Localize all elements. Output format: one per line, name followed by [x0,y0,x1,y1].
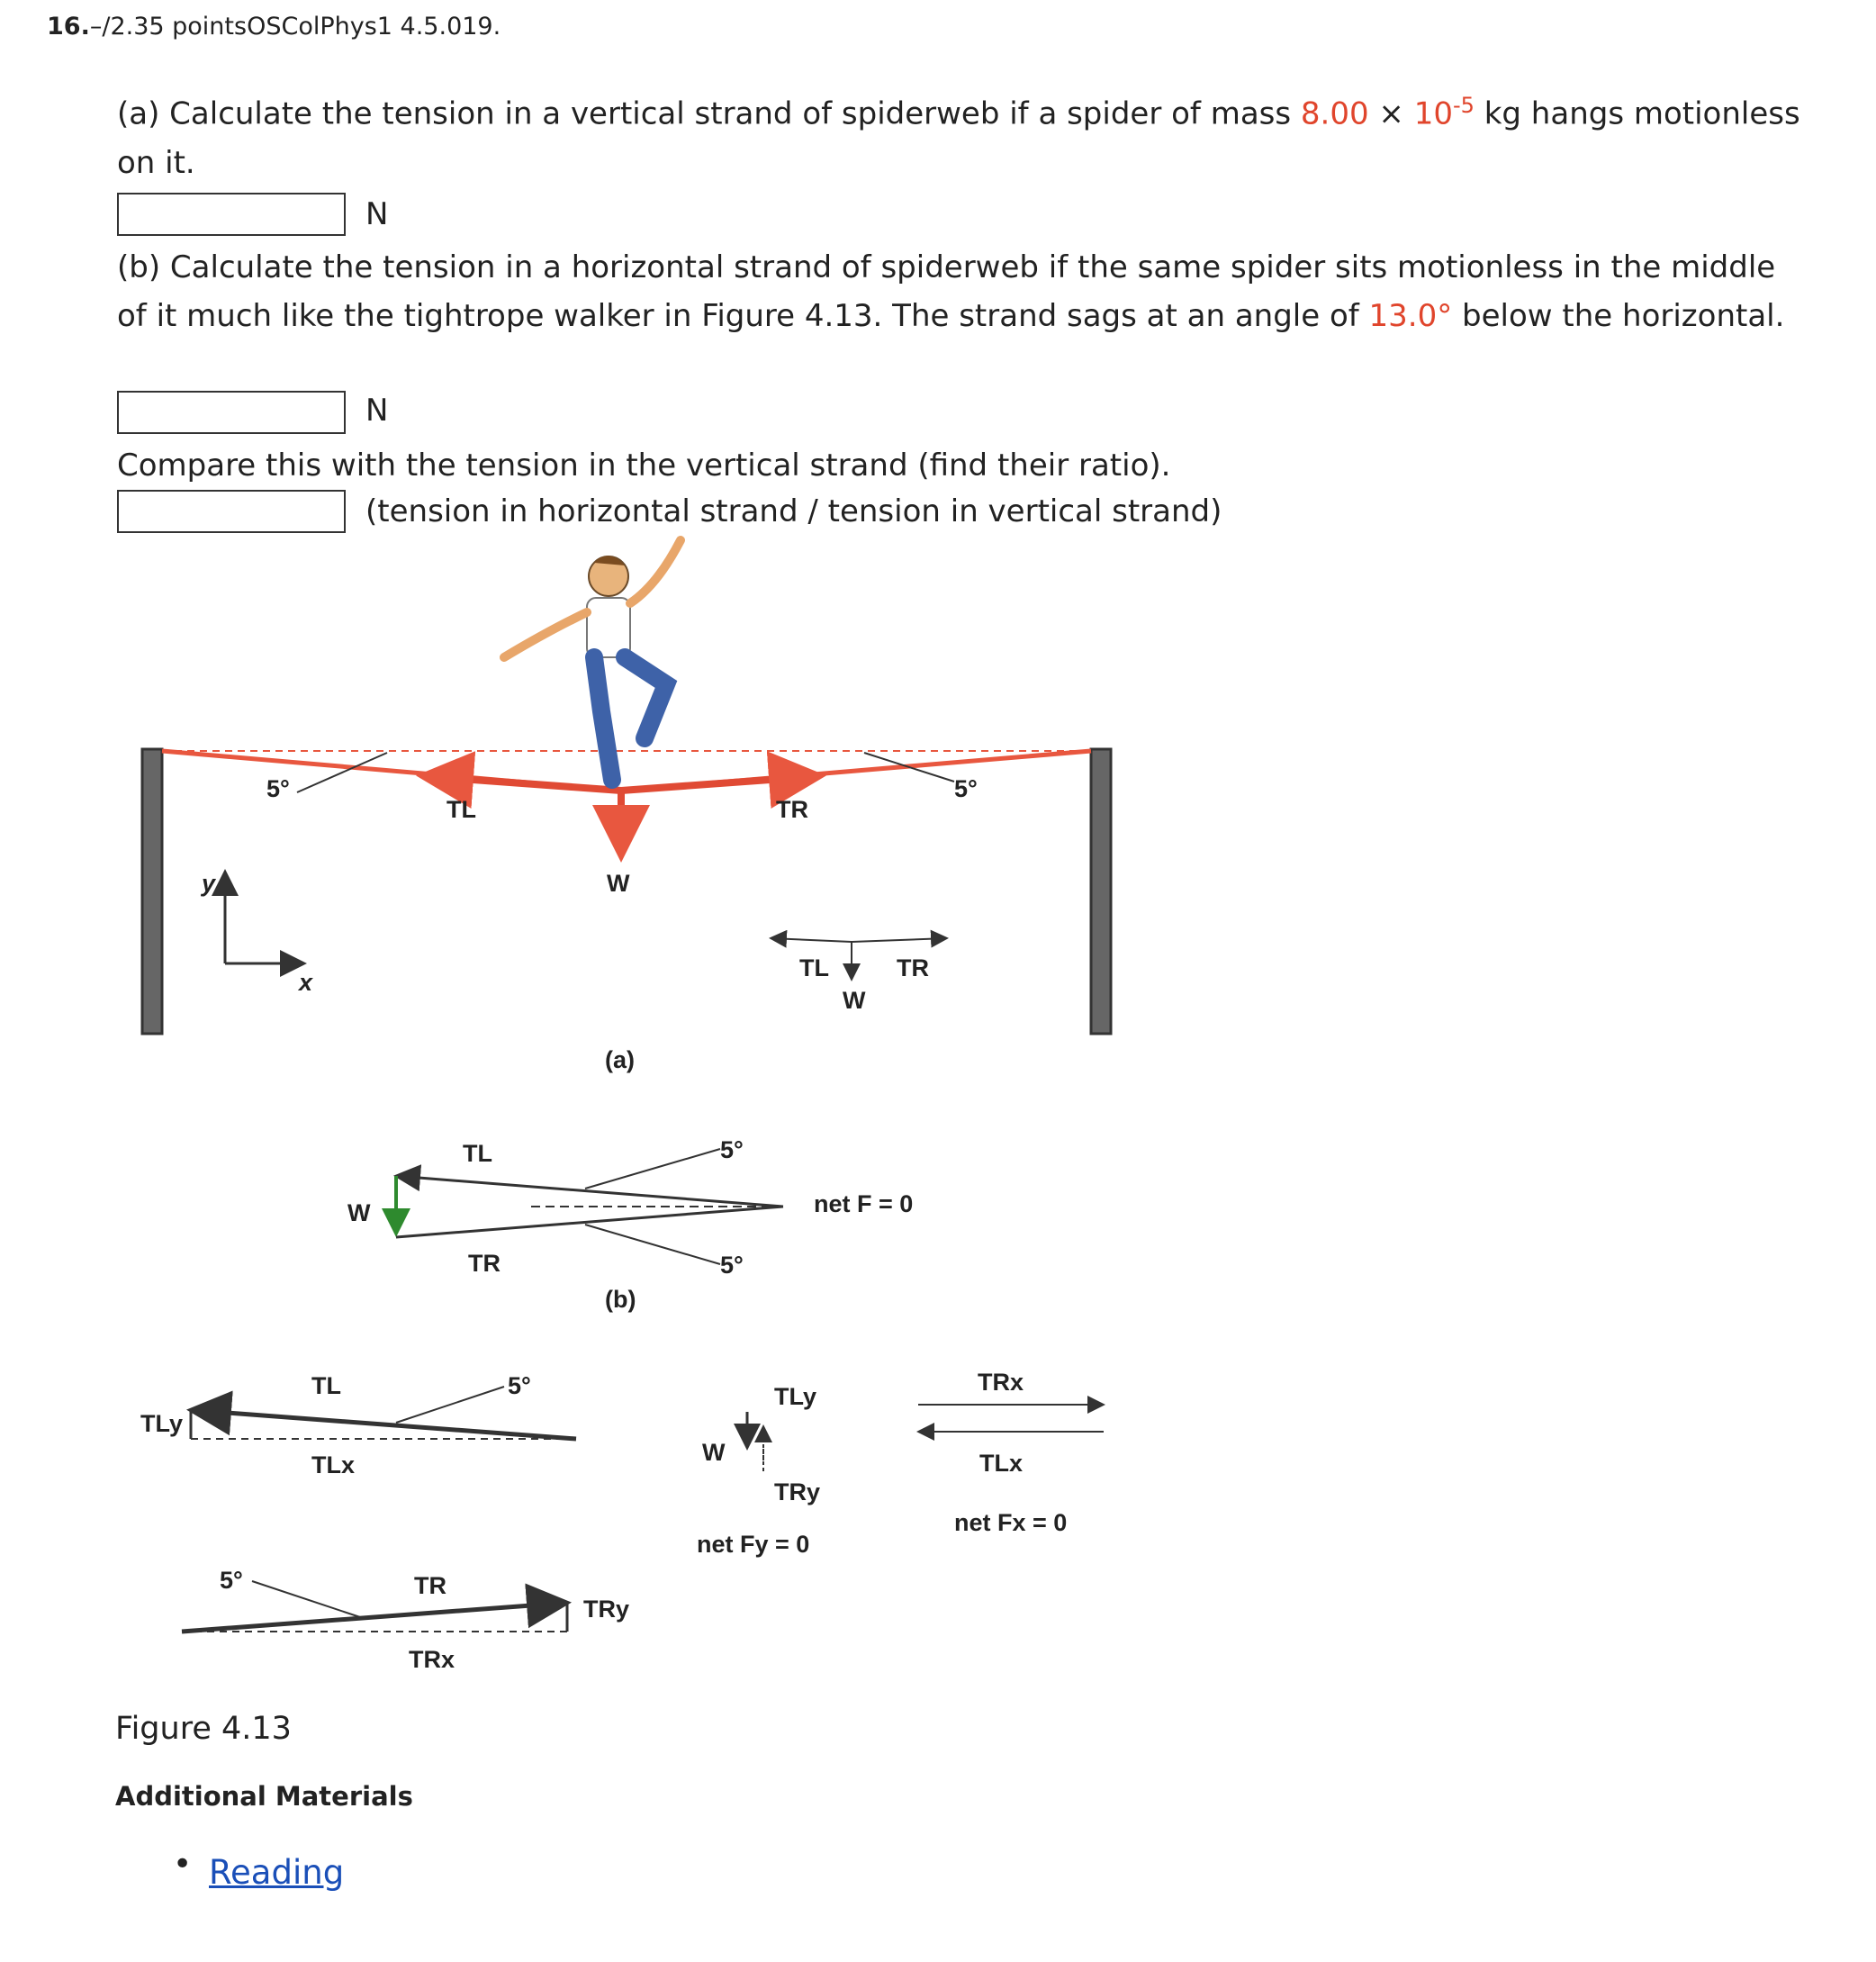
small-tl-arrow [771,938,852,942]
question-number: 16. [47,13,90,41]
triangle-angle-leader-top [585,1149,720,1189]
part-a-unit: N [365,196,389,232]
label-tr-a: TR [776,796,808,823]
label-tlx: TLx [311,1451,356,1478]
triangle-angle-leader-bottom [585,1225,720,1264]
figure-caption: Figure 4.13 [115,1711,292,1747]
label-tl-b: TL [463,1140,492,1167]
label-net-f: net F = 0 [814,1190,914,1217]
left-pole [142,749,162,1034]
right-pole [1091,749,1111,1034]
label-w-b: W [347,1199,371,1226]
mass-base: 10 [1413,95,1453,132]
label-tr-c: TR [414,1572,446,1599]
label-part-b: (b) [605,1286,636,1313]
part-b-text: (b) Calculate the tension in a horizontal strand of spiderweb if the same spider sits motionless in the middle of it much like the tightrope walker in Figure 4.13. The strand sags at an angle of [117,249,1776,335]
label-x-axis: x [299,969,313,996]
tr-component [182,1603,567,1632]
part-a-text-after: kg hangs motionless on it. [117,95,1800,181]
question-points: –/2.35 points [89,13,248,41]
label-angle-left: 5° [266,775,290,802]
part-b-unit: N [365,393,389,429]
label-tly-fy: TLy [774,1383,816,1410]
label-w-fy: W [702,1439,726,1466]
ratio-unit: (tension in horizontal strand / tension in vertical strand) [365,493,1222,529]
mass-exponent: -5 [1452,93,1475,118]
label-tlx-fx: TLx [979,1450,1024,1477]
label-y-axis: y [202,870,216,897]
label-w-small: W [843,987,866,1014]
tr-angle-leader [252,1581,360,1617]
label-try: TRy [583,1596,630,1623]
vector-triangle [396,1149,783,1264]
reading-link[interactable]: Reading [209,1853,345,1892]
label-angle-c-bottom: 5° [220,1567,243,1594]
label-tl-small: TL [799,954,829,981]
tl-component [191,1410,576,1439]
tr-arrow [621,776,819,791]
compare-prompt: Compare this with the tension in the vertical strand (find their ratio). [117,448,1171,484]
tl-angle-leader [396,1387,504,1423]
walker-figure [504,540,681,780]
label-angle-c-top: 5° [508,1372,531,1399]
label-tr-b: TR [468,1250,501,1277]
label-angle-b-bottom: 5° [720,1252,744,1279]
question-source: OSColPhys1 4.5.019. [247,13,501,41]
label-angle-right: 5° [954,775,978,802]
label-net-fy: net Fy = 0 [697,1531,810,1558]
part-a-text: (a) Calculate the tension in a vertical strand of spiderweb if a spider of mass [117,95,1301,132]
label-tl-a: TL [446,796,476,823]
label-tr-small: TR [897,954,929,981]
label-angle-b-top: 5° [720,1136,744,1163]
label-net-fx: net Fx = 0 [954,1509,1068,1536]
part-b-text-after: below the horizontal. [1452,298,1785,335]
label-tly: TLy [140,1410,183,1437]
angle-value: 13.0° [1368,298,1453,335]
triangle-tl [396,1176,783,1207]
tl-arrow [423,776,621,791]
label-trx: TRx [409,1646,455,1673]
bullet-icon: • [173,1846,193,1883]
label-try-fy: TRy [774,1478,821,1505]
label-w-a: W [607,870,630,897]
small-tr-arrow [852,938,947,942]
triangle-tr [396,1207,783,1237]
label-trx-fx: TRx [978,1369,1024,1396]
angle-leader-left [297,753,387,792]
additional-materials-heading: Additional Materials [115,1781,413,1812]
label-part-a: (a) [605,1046,635,1073]
mass-value: 8.00 [1300,95,1369,132]
times-sign: × [1368,95,1414,132]
label-tl-c: TL [311,1372,341,1399]
